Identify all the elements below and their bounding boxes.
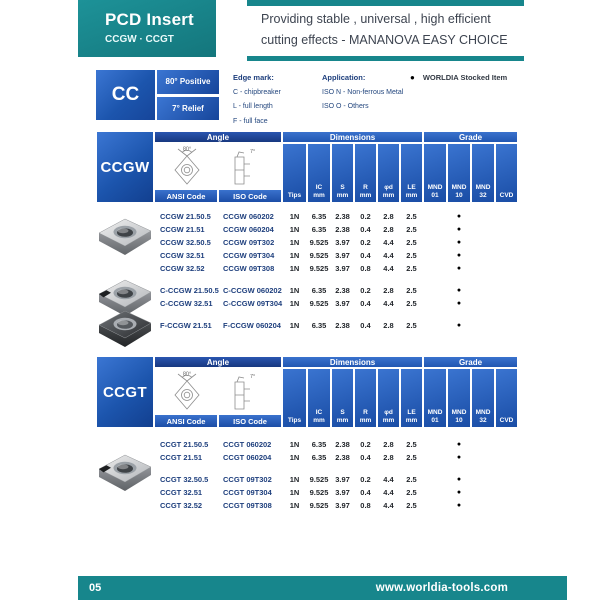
r-value: 0.2 bbox=[360, 212, 371, 221]
le-value: 2.5 bbox=[406, 501, 417, 510]
col-mnd01: MND 01 bbox=[423, 368, 447, 428]
iso-code: C-CCGW 060202 bbox=[223, 286, 282, 295]
table-header bbox=[96, 131, 518, 203]
table-row bbox=[96, 262, 518, 275]
le-value: 2.5 bbox=[406, 212, 417, 221]
insert-photo-silver bbox=[97, 218, 153, 264]
phid-value: 2.8 bbox=[383, 453, 394, 462]
r-value: 0.4 bbox=[360, 299, 371, 308]
table-row bbox=[96, 473, 518, 486]
iso-code-header: ISO Code bbox=[218, 189, 282, 203]
col-phid: φd mm bbox=[377, 368, 400, 428]
le-value: 2.5 bbox=[406, 225, 417, 234]
website-url: www.worldia-tools.com bbox=[375, 582, 508, 594]
ansi-code: F-CCGW 21.51 bbox=[160, 321, 212, 330]
table-row bbox=[96, 223, 518, 236]
tagline-line2: cutting effects - MANANOVA EASY CHOICE bbox=[261, 33, 508, 47]
table-row bbox=[96, 284, 518, 297]
s-value: 3.97 bbox=[335, 475, 350, 484]
side-angle-label: 7° bbox=[250, 149, 256, 155]
application-item: ISO N - Non-ferrous Metal bbox=[322, 88, 404, 96]
tips-value: 1N bbox=[289, 488, 300, 497]
col-mnd10: MND 10 bbox=[447, 368, 471, 428]
ccgt-table bbox=[96, 356, 518, 512]
series-code-box: CC bbox=[96, 70, 155, 120]
table-series-label: CCGW bbox=[96, 131, 154, 203]
ansi-code: CCGT 21.50.5 bbox=[160, 440, 209, 449]
phid-value: 4.4 bbox=[383, 251, 394, 260]
stocked-dot-icon: ● bbox=[410, 73, 415, 82]
mnd10-value: ● bbox=[456, 287, 462, 294]
ansi-code: CCGW 32.50.5 bbox=[160, 238, 211, 247]
ansi-code: CCGT 32.52 bbox=[160, 501, 203, 510]
le-value: 2.5 bbox=[406, 453, 417, 462]
tips-value: 1N bbox=[289, 475, 300, 484]
s-value: 2.38 bbox=[335, 225, 350, 234]
table-body bbox=[96, 438, 518, 512]
tagline bbox=[261, 9, 508, 51]
mnd10-value: ● bbox=[456, 265, 462, 272]
ansi-code-header: ANSI Code bbox=[154, 414, 218, 428]
tips-value: 1N bbox=[289, 453, 300, 462]
ic-value: 9.525 bbox=[309, 264, 329, 273]
mnd10-value: ● bbox=[456, 441, 462, 448]
s-value: 3.97 bbox=[335, 501, 350, 510]
iso-code: F-CCGW 060204 bbox=[223, 321, 281, 330]
ic-value: 6.35 bbox=[311, 225, 327, 234]
col-tips: Tips bbox=[282, 143, 307, 203]
table-series-label: CCGT bbox=[96, 356, 154, 428]
s-value: 3.97 bbox=[335, 238, 350, 247]
col-s: S mm bbox=[331, 368, 354, 428]
mnd10-value: ● bbox=[456, 226, 462, 233]
ansi-code: CCGW 21.50.5 bbox=[160, 212, 211, 221]
col-cvd: CVD bbox=[495, 368, 518, 428]
tips-value: 1N bbox=[289, 212, 300, 221]
brand-box bbox=[78, 0, 216, 57]
ic-value: 6.35 bbox=[311, 440, 327, 449]
edge-mark-item: L - full length bbox=[233, 103, 273, 110]
r-value: 0.4 bbox=[360, 251, 371, 260]
ic-value: 9.525 bbox=[309, 251, 329, 260]
phid-value: 4.4 bbox=[383, 299, 394, 308]
ic-value: 9.525 bbox=[309, 501, 329, 510]
front-angle-label: 80° bbox=[182, 371, 192, 378]
side-angle-label: 7° bbox=[250, 374, 256, 380]
le-value: 2.5 bbox=[406, 264, 417, 273]
col-le: LE mm bbox=[400, 143, 423, 203]
mnd10-value: ● bbox=[456, 502, 462, 509]
table-header bbox=[96, 356, 518, 428]
le-value: 2.5 bbox=[406, 488, 417, 497]
front-angle-label: 80° bbox=[182, 146, 192, 153]
mnd10-value: ● bbox=[456, 476, 462, 483]
phid-value: 4.4 bbox=[383, 488, 394, 497]
insert-row-group bbox=[96, 284, 518, 310]
angle-badges bbox=[157, 70, 219, 120]
dimensions-column-group: Dimensions bbox=[282, 131, 423, 143]
mnd10-value: ● bbox=[456, 300, 462, 307]
col-mnd32: MND 32 bbox=[471, 143, 495, 203]
phid-value: 2.8 bbox=[383, 212, 394, 221]
ansi-code: CCGT 32.51 bbox=[160, 488, 203, 497]
ansi-code: CCGT 21.51 bbox=[160, 453, 203, 462]
ansi-code-header: ANSI Code bbox=[154, 189, 218, 203]
iso-code: CCGT 060204 bbox=[223, 453, 272, 462]
ic-value: 6.35 bbox=[311, 453, 327, 462]
col-le: LE mm bbox=[400, 368, 423, 428]
col-phid: φd mm bbox=[377, 143, 400, 203]
ansi-code: CCGW 32.52 bbox=[160, 264, 205, 273]
r-value: 0.8 bbox=[360, 264, 371, 273]
insert-row-group bbox=[96, 210, 518, 275]
edge-mark-label: Edge mark: bbox=[233, 73, 274, 82]
tips-value: 1N bbox=[289, 501, 300, 510]
angle-diagram bbox=[154, 143, 282, 189]
insert-photo-dark bbox=[97, 310, 153, 356]
footer-bar bbox=[78, 576, 567, 600]
mnd10-value: ● bbox=[456, 252, 462, 259]
col-ic: IC mm bbox=[307, 143, 331, 203]
iso-code: C-CCGW 09T304 bbox=[223, 299, 283, 308]
phid-value: 4.4 bbox=[383, 501, 394, 510]
angle-column-group: Angle bbox=[154, 356, 282, 368]
angle-diagram bbox=[154, 368, 282, 414]
r-value: 0.2 bbox=[360, 286, 371, 295]
edge-mark-legend bbox=[233, 71, 323, 129]
r-value: 0.4 bbox=[360, 225, 371, 234]
r-value: 0.4 bbox=[360, 453, 371, 462]
phid-value: 2.8 bbox=[383, 225, 394, 234]
tips-value: 1N bbox=[289, 251, 300, 260]
top-accent-bar bbox=[247, 0, 524, 6]
table-row bbox=[96, 210, 518, 223]
ansi-code: C-CCGW 21.50.5 bbox=[160, 286, 219, 295]
s-value: 3.97 bbox=[335, 264, 350, 273]
ic-value: 9.525 bbox=[309, 488, 329, 497]
phid-value: 2.8 bbox=[383, 286, 394, 295]
iso-code: CCGT 09T304 bbox=[223, 488, 272, 497]
r-value: 0.8 bbox=[360, 501, 371, 510]
tips-value: 1N bbox=[289, 321, 300, 330]
table-row bbox=[96, 499, 518, 512]
table-row bbox=[96, 451, 518, 464]
col-r: R mm bbox=[354, 368, 377, 428]
ccgw-table bbox=[96, 131, 518, 332]
stocked-item-legend bbox=[410, 71, 507, 84]
edge-mark-item: F - full face bbox=[233, 117, 268, 125]
table-row bbox=[96, 236, 518, 249]
iso-code: CCGT 060202 bbox=[223, 440, 272, 449]
phid-value: 2.8 bbox=[383, 440, 394, 449]
insert-row-group bbox=[96, 438, 518, 464]
s-value: 3.97 bbox=[335, 299, 350, 308]
r-value: 0.2 bbox=[360, 238, 371, 247]
ansi-code: CCGW 21.51 bbox=[160, 225, 205, 234]
col-ic: IC mm bbox=[307, 368, 331, 428]
page-title: PCD Insert bbox=[105, 10, 194, 29]
dimensions-column-group: Dimensions bbox=[282, 356, 423, 368]
table-body bbox=[96, 210, 518, 332]
le-value: 2.5 bbox=[406, 251, 417, 260]
positive-angle-badge: 80° Positive bbox=[157, 70, 219, 94]
phid-value: 4.4 bbox=[383, 475, 394, 484]
application-item: ISO O - Others bbox=[322, 103, 369, 110]
s-value: 3.97 bbox=[335, 251, 350, 260]
ansi-code: CCGT 32.50.5 bbox=[160, 475, 209, 484]
tips-value: 1N bbox=[289, 225, 300, 234]
grade-column-group: Grade bbox=[423, 131, 518, 143]
r-value: 0.2 bbox=[360, 440, 371, 449]
table-row bbox=[96, 297, 518, 310]
ic-value: 9.525 bbox=[309, 475, 329, 484]
application-label: Application: bbox=[322, 73, 366, 82]
col-tips: Tips bbox=[282, 368, 307, 428]
ic-value: 6.35 bbox=[311, 212, 327, 221]
grade-column-group: Grade bbox=[423, 356, 518, 368]
le-value: 2.5 bbox=[406, 238, 417, 247]
s-value: 2.38 bbox=[335, 321, 350, 330]
page-subtitle: CCGW · CCGT bbox=[105, 34, 174, 45]
iso-code: CCGW 060204 bbox=[223, 225, 274, 234]
phid-value: 4.4 bbox=[383, 264, 394, 273]
tagline-underline-bar bbox=[247, 56, 524, 61]
col-s: S mm bbox=[331, 143, 354, 203]
ansi-code: CCGW 32.51 bbox=[160, 251, 205, 260]
insert-row-group bbox=[96, 473, 518, 512]
s-value: 2.38 bbox=[335, 286, 350, 295]
angle-column-group: Angle bbox=[154, 131, 282, 143]
edge-mark-item: C - chipbreaker bbox=[233, 88, 281, 96]
r-value: 0.4 bbox=[360, 321, 371, 330]
s-value: 2.38 bbox=[335, 440, 350, 449]
mnd10-value: ● bbox=[456, 239, 462, 246]
iso-code: CCGW 09T304 bbox=[223, 251, 275, 260]
iso-code: CCGW 09T308 bbox=[223, 264, 275, 273]
ic-value: 9.525 bbox=[309, 238, 329, 247]
iso-code: CCGT 09T302 bbox=[223, 475, 272, 484]
iso-code: CCGW 060202 bbox=[223, 212, 274, 221]
ic-value: 9.525 bbox=[309, 299, 329, 308]
page-number: 05 bbox=[89, 582, 102, 594]
tips-value: 1N bbox=[289, 264, 300, 273]
phid-value: 4.4 bbox=[383, 238, 394, 247]
table-row bbox=[96, 319, 518, 332]
s-value: 2.38 bbox=[335, 453, 350, 462]
le-value: 2.5 bbox=[406, 286, 417, 295]
mnd10-value: ● bbox=[456, 454, 462, 461]
tips-value: 1N bbox=[289, 440, 300, 449]
s-value: 3.97 bbox=[335, 488, 350, 497]
mnd10-value: ● bbox=[456, 322, 462, 329]
le-value: 2.5 bbox=[406, 321, 417, 330]
col-r: R mm bbox=[354, 143, 377, 203]
s-value: 2.38 bbox=[335, 212, 350, 221]
ic-value: 6.35 bbox=[311, 286, 327, 295]
iso-code-header: ISO Code bbox=[218, 414, 282, 428]
iso-code: CCGW 09T302 bbox=[223, 238, 275, 247]
col-cvd: CVD bbox=[495, 143, 518, 203]
table-row bbox=[96, 438, 518, 451]
mnd10-value: ● bbox=[456, 213, 462, 220]
le-value: 2.5 bbox=[406, 440, 417, 449]
tips-value: 1N bbox=[289, 299, 300, 308]
tagline-line1: Providing stable , universal , high efficient bbox=[261, 12, 491, 26]
table-row bbox=[96, 486, 518, 499]
r-value: 0.4 bbox=[360, 488, 371, 497]
col-mnd01: MND 01 bbox=[423, 143, 447, 203]
insert-row-group bbox=[96, 319, 518, 332]
stocked-label: WORLDIA Stocked Item bbox=[422, 73, 508, 82]
le-value: 2.5 bbox=[406, 299, 417, 308]
ic-value: 6.35 bbox=[311, 321, 327, 330]
phid-value: 2.8 bbox=[383, 321, 394, 330]
mnd10-value: ● bbox=[456, 489, 462, 496]
table-row bbox=[96, 249, 518, 262]
tips-value: 1N bbox=[289, 286, 300, 295]
ansi-code: C-CCGW 32.51 bbox=[160, 299, 213, 308]
col-mnd10: MND 10 bbox=[447, 143, 471, 203]
le-value: 2.5 bbox=[406, 475, 417, 484]
tips-value: 1N bbox=[289, 238, 300, 247]
r-value: 0.2 bbox=[360, 475, 371, 484]
iso-code: CCGT 09T308 bbox=[223, 501, 272, 510]
col-mnd32: MND 32 bbox=[471, 368, 495, 428]
relief-angle-badge: 7° Relief bbox=[157, 97, 219, 121]
